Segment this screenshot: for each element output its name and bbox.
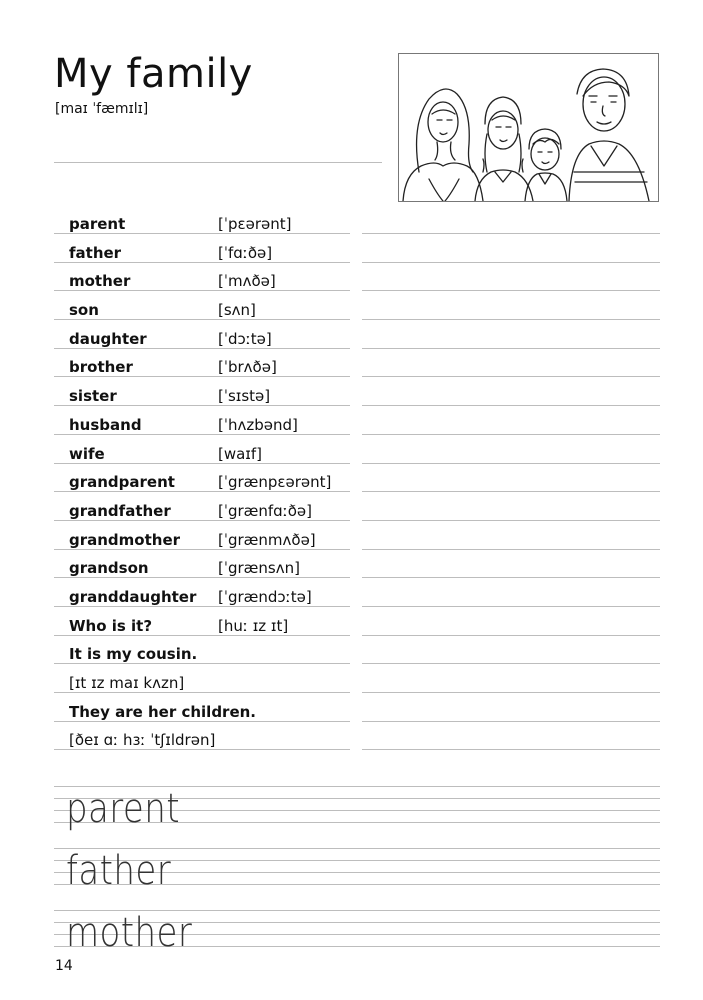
- vocab-word: grandfather: [69, 501, 171, 520]
- vocab-row: [54, 524, 660, 553]
- writing-line: [54, 262, 350, 263]
- vocab-transcription: [sʌn]: [218, 301, 256, 320]
- vocab-transcription: [ˈgrænsʌn]: [218, 559, 300, 578]
- vocab-row: [54, 438, 660, 467]
- sentence-text: They are her children.: [69, 702, 257, 721]
- vocab-word: parent: [69, 215, 126, 233]
- handwriting-practice-row: [54, 786, 660, 846]
- writing-line: [362, 348, 660, 349]
- vocab-row: [54, 610, 660, 639]
- writing-line: [54, 721, 350, 722]
- vocab-row: [54, 351, 660, 380]
- vocab-row: [54, 552, 660, 581]
- writing-line: [362, 376, 660, 377]
- vocab-transcription: [ˈgrænmʌðə]: [218, 530, 316, 549]
- writing-line: [362, 463, 660, 464]
- vocab-word: wife: [69, 444, 105, 463]
- writing-line: [54, 290, 350, 291]
- writing-line: [54, 463, 350, 464]
- vocab-word: mother: [69, 272, 131, 291]
- sentence-transcription: [ɪt ɪz maɪ kʌzn]: [69, 674, 185, 692]
- vocab-row: [54, 323, 660, 352]
- writing-line: [362, 749, 660, 750]
- vocab-row: [54, 294, 660, 323]
- writing-line: [362, 549, 660, 550]
- writing-line: [54, 376, 350, 377]
- writing-line: [362, 233, 660, 234]
- sentence-text: It is my cousin.: [69, 645, 198, 664]
- handwriting-word: parent: [66, 786, 181, 832]
- writing-line: [54, 405, 350, 406]
- writing-line: [362, 491, 660, 492]
- vocab-transcription: [ˈgrænfɑːðə]: [218, 501, 313, 520]
- vocab-transcription: [ˈfɑːðə]: [218, 243, 273, 262]
- writing-line: [54, 663, 350, 664]
- vocab-word: grandparent: [69, 473, 175, 492]
- vocab-transcription: [ˈsɪstə]: [218, 387, 271, 406]
- sentence-transcription-row: [54, 667, 660, 696]
- vocab-word: brother: [69, 358, 133, 377]
- vocab-word: grandmother: [69, 530, 181, 549]
- vocab-word: granddaughter: [69, 587, 197, 606]
- vocab-transcription: [ˈhʌzbənd]: [218, 415, 298, 434]
- writing-line: [362, 290, 660, 291]
- writing-line: [54, 233, 350, 234]
- writing-line: [362, 319, 660, 320]
- writing-line: [54, 348, 350, 349]
- vocab-word: husband: [69, 415, 142, 434]
- vocab-word: father: [69, 243, 122, 262]
- vocabulary-list: [54, 208, 660, 753]
- vocab-word: son: [69, 301, 99, 320]
- vocab-row: [54, 237, 660, 266]
- vocab-transcription: [ˈdɔːtə]: [218, 329, 272, 348]
- sentence-row: [54, 696, 660, 725]
- writing-line: [362, 606, 660, 607]
- sentence-transcription: [ðeɪ ɑː hɜː ˈtʃɪldrən]: [69, 731, 216, 750]
- handwriting-practice-row: [54, 910, 660, 970]
- vocab-row: [54, 581, 660, 610]
- writing-line: [362, 520, 660, 521]
- writing-line: [54, 491, 350, 492]
- handwriting-word: father: [66, 848, 172, 894]
- vocab-word: daughter: [69, 329, 147, 348]
- page-number: 14: [55, 958, 73, 974]
- family-drawing-icon: [398, 53, 659, 202]
- vocab-transcription: [huː ɪz ɪt]: [218, 616, 289, 635]
- vocab-transcription: [ˈbrʌðə]: [218, 358, 277, 377]
- writing-line: [54, 434, 350, 435]
- writing-line: [362, 721, 660, 722]
- vocab-row: [54, 409, 660, 438]
- sentence-row: [54, 638, 660, 667]
- vocab-row: [54, 495, 660, 524]
- handwriting-word: mother: [66, 910, 193, 956]
- title-writing-line: [54, 162, 382, 163]
- writing-line: [362, 405, 660, 406]
- writing-line: [362, 692, 660, 693]
- writing-line: [362, 577, 660, 578]
- vocab-transcription: [ˈgrændɔːtə]: [218, 587, 312, 606]
- writing-line: [54, 549, 350, 550]
- writing-line: [54, 749, 350, 750]
- writing-line: [54, 577, 350, 578]
- writing-line: [54, 319, 350, 320]
- vocab-row: [54, 265, 660, 294]
- vocab-transcription: [waɪf]: [218, 444, 263, 463]
- vocab-transcription: [ˈmʌðə]: [218, 272, 276, 291]
- writing-line: [362, 635, 660, 636]
- writing-line: [54, 606, 350, 607]
- writing-line: [362, 262, 660, 263]
- writing-line: [362, 434, 660, 435]
- page-title: My family: [54, 51, 253, 97]
- writing-line: [54, 520, 350, 521]
- vocab-transcription: [ˈpɛərənt]: [218, 215, 292, 233]
- vocab-transcription: [ˈgrænpɛərənt]: [218, 473, 332, 492]
- vocab-word: grandson: [69, 559, 149, 578]
- vocab-row: [54, 380, 660, 409]
- vocab-word: sister: [69, 387, 117, 406]
- title-transcription: [maɪ ˈfæmɪlɪ]: [55, 101, 149, 117]
- writing-line: [54, 635, 350, 636]
- sentence-transcription-row: [54, 724, 660, 753]
- vocab-word: Who is it?: [69, 616, 153, 635]
- handwriting-practice-row: [54, 848, 660, 908]
- writing-line: [54, 692, 350, 693]
- vocab-row: [54, 208, 660, 237]
- vocab-row: [54, 466, 660, 495]
- writing-line: [362, 663, 660, 664]
